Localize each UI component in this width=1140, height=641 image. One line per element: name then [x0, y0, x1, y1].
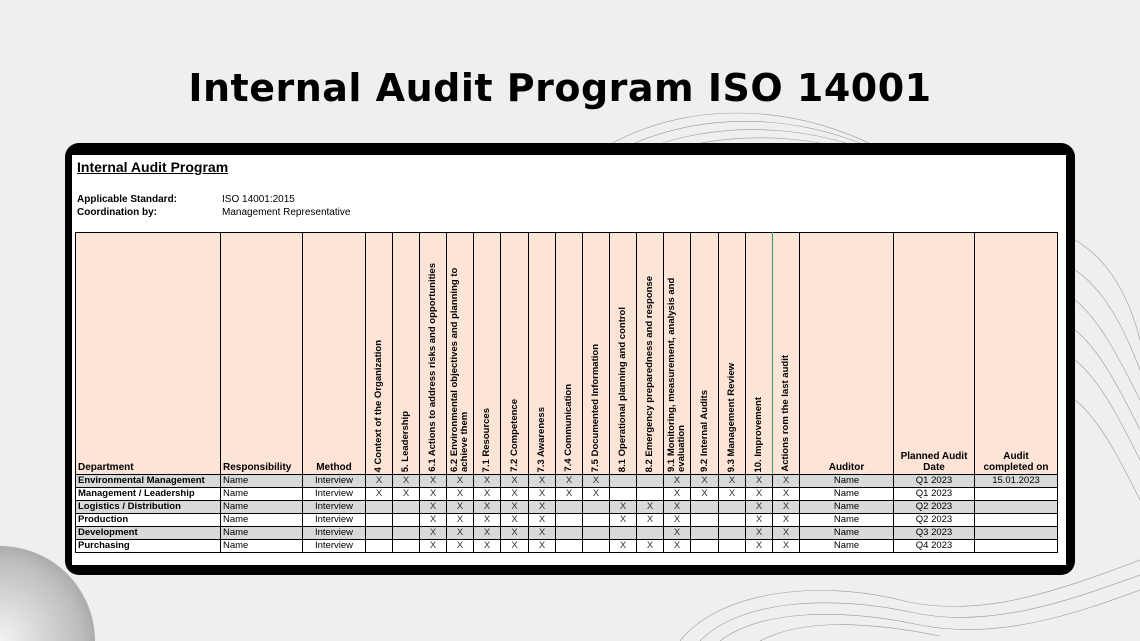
clause-mark-cell[interactable]: X: [366, 475, 393, 488]
clause-mark-cell[interactable]: X: [664, 514, 691, 527]
auditor-cell[interactable]: Name: [800, 475, 894, 488]
clause-mark-cell[interactable]: [556, 527, 583, 540]
responsibility-cell[interactable]: Name: [221, 514, 303, 527]
clause-mark-cell[interactable]: [637, 527, 664, 540]
header-clause-label: Actions rom the last audit: [780, 355, 791, 472]
clause-mark-cell[interactable]: X: [529, 488, 556, 501]
audit-program-table: [75, 232, 1058, 553]
header-clause: [719, 233, 746, 475]
clause-mark-cell[interactable]: [583, 514, 610, 527]
header-clause-label: 7.3 Awareness: [536, 406, 547, 472]
clause-mark-cell[interactable]: [719, 527, 746, 540]
auditor-cell[interactable]: Name: [800, 501, 894, 514]
responsibility-cell[interactable]: Name: [221, 475, 303, 488]
header-audit-completed: Audit completed on: [975, 233, 1058, 475]
sheet-heading: Internal Audit Program: [77, 159, 229, 175]
table-row: [76, 501, 1058, 514]
clause-mark-cell[interactable]: X: [583, 475, 610, 488]
department-cell[interactable]: Purchasing: [76, 540, 221, 553]
method-cell[interactable]: Interview: [303, 514, 366, 527]
clause-mark-cell[interactable]: X: [746, 488, 773, 501]
clause-mark-cell[interactable]: X: [447, 488, 474, 501]
clause-mark-cell[interactable]: [610, 488, 637, 501]
responsibility-cell[interactable]: Name: [221, 540, 303, 553]
clause-mark-cell[interactable]: X: [664, 540, 691, 553]
clause-mark-cell[interactable]: X: [501, 540, 529, 553]
clause-mark-cell[interactable]: X: [610, 540, 637, 553]
clause-mark-cell[interactable]: X: [773, 488, 800, 501]
completed-date-cell[interactable]: [975, 514, 1058, 527]
clause-mark-cell[interactable]: X: [773, 527, 800, 540]
auditor-cell[interactable]: Name: [800, 540, 894, 553]
completed-date-cell[interactable]: 15.01.2023: [975, 475, 1058, 488]
clause-mark-cell[interactable]: [610, 475, 637, 488]
method-cell[interactable]: Interview: [303, 527, 366, 540]
clause-mark-cell[interactable]: [691, 514, 719, 527]
header-clause: [529, 233, 556, 475]
table-row: [76, 527, 1058, 540]
header-clause-label: 6.2 Environmental objectives and planning to achieve them: [449, 267, 470, 472]
clause-mark-cell[interactable]: X: [447, 527, 474, 540]
method-cell[interactable]: Interview: [303, 488, 366, 501]
clause-mark-cell[interactable]: X: [447, 540, 474, 553]
standard-label: Applicable Standard:: [77, 194, 178, 205]
clause-mark-cell[interactable]: [637, 475, 664, 488]
header-clause: [746, 233, 773, 475]
header-method: Method: [303, 233, 366, 475]
header-clause-label: 10. Improvement: [753, 396, 764, 472]
clause-mark-cell[interactable]: [719, 540, 746, 553]
clause-mark-cell[interactable]: X: [474, 501, 501, 514]
clause-mark-cell[interactable]: [393, 501, 420, 514]
clause-mark-cell[interactable]: X: [746, 475, 773, 488]
responsibility-cell[interactable]: Name: [221, 527, 303, 540]
planned-date-cell[interactable]: Q1 2023: [894, 488, 975, 501]
clause-mark-cell[interactable]: X: [447, 475, 474, 488]
clause-mark-cell[interactable]: [691, 540, 719, 553]
clause-mark-cell[interactable]: [366, 501, 393, 514]
auditor-cell[interactable]: Name: [800, 527, 894, 540]
clause-mark-cell[interactable]: X: [447, 514, 474, 527]
header-clause: [366, 233, 393, 475]
spreadsheet: [72, 155, 1066, 565]
clause-mark-cell[interactable]: [556, 514, 583, 527]
clause-mark-cell[interactable]: [366, 527, 393, 540]
header-clause-label: 7.1 Resources: [481, 407, 492, 472]
header-clause: [583, 233, 610, 475]
method-cell[interactable]: Interview: [303, 501, 366, 514]
header-clause-label: 7.5 Documented Information: [590, 343, 601, 472]
header-clause: [556, 233, 583, 475]
clause-mark-cell[interactable]: X: [637, 501, 664, 514]
clause-mark-cell[interactable]: X: [746, 540, 773, 553]
header-clause-label: 9.2 Internal Audits: [698, 390, 710, 472]
clause-mark-cell[interactable]: X: [773, 514, 800, 527]
clause-mark-cell[interactable]: X: [664, 475, 691, 488]
clause-mark-cell[interactable]: X: [691, 475, 719, 488]
header-clause-label: 5. Leadership: [400, 410, 411, 472]
planned-date-cell[interactable]: Q2 2023: [894, 501, 975, 514]
table-row: [76, 488, 1058, 501]
completed-date-cell[interactable]: [975, 540, 1058, 553]
clause-mark-cell[interactable]: X: [474, 527, 501, 540]
clause-mark-cell[interactable]: [583, 501, 610, 514]
clause-mark-cell[interactable]: X: [420, 527, 447, 540]
clause-mark-cell[interactable]: X: [691, 488, 719, 501]
clause-mark-cell[interactable]: X: [366, 488, 393, 501]
clause-mark-cell[interactable]: [637, 488, 664, 501]
clause-mark-cell[interactable]: X: [664, 527, 691, 540]
clause-mark-cell[interactable]: X: [746, 514, 773, 527]
clause-mark-cell[interactable]: [393, 540, 420, 553]
clause-mark-cell[interactable]: X: [529, 514, 556, 527]
header-responsibility: Responsibility: [221, 233, 303, 475]
clause-mark-cell[interactable]: [393, 514, 420, 527]
method-cell[interactable]: Interview: [303, 475, 366, 488]
clause-mark-cell[interactable]: X: [664, 501, 691, 514]
completed-date-cell[interactable]: [975, 501, 1058, 514]
clause-mark-cell[interactable]: [556, 540, 583, 553]
clause-mark-cell[interactable]: X: [420, 501, 447, 514]
completed-date-cell[interactable]: [975, 488, 1058, 501]
clause-mark-cell[interactable]: X: [393, 475, 420, 488]
method-cell[interactable]: Interview: [303, 540, 366, 553]
clause-mark-cell[interactable]: [719, 514, 746, 527]
clause-mark-cell[interactable]: X: [719, 475, 746, 488]
clause-mark-cell[interactable]: X: [501, 501, 529, 514]
clause-mark-cell[interactable]: [366, 514, 393, 527]
clause-mark-cell[interactable]: X: [420, 540, 447, 553]
planned-date-cell[interactable]: Q3 2023: [894, 527, 975, 540]
clause-mark-cell[interactable]: [691, 501, 719, 514]
clause-mark-cell[interactable]: [691, 527, 719, 540]
clause-mark-cell[interactable]: X: [474, 514, 501, 527]
header-clause: [610, 233, 637, 475]
header-clause: [393, 233, 420, 475]
clause-mark-cell[interactable]: [366, 540, 393, 553]
header-clause-label: 6.1 Actions to address risks and opportunities: [427, 263, 438, 472]
clause-mark-cell[interactable]: [583, 527, 610, 540]
clause-mark-cell[interactable]: X: [719, 488, 746, 501]
header-auditor: Auditor: [800, 233, 894, 475]
clause-mark-cell[interactable]: X: [637, 540, 664, 553]
header-clause: [420, 233, 447, 475]
clause-mark-cell[interactable]: X: [664, 488, 691, 501]
header-clause: [447, 233, 474, 475]
coordination-label: Coordination by:: [77, 207, 157, 218]
clause-mark-cell[interactable]: X: [529, 527, 556, 540]
clause-mark-cell[interactable]: X: [420, 475, 447, 488]
clause-mark-cell[interactable]: X: [501, 527, 529, 540]
header-clause-label: 8.2 Emergency preparedness and response: [644, 275, 655, 472]
clause-mark-cell[interactable]: X: [773, 540, 800, 553]
header-clause: [664, 233, 691, 475]
clause-mark-cell[interactable]: X: [556, 488, 583, 501]
clause-mark-cell[interactable]: [583, 540, 610, 553]
header-clause: [501, 233, 529, 475]
table-row: [76, 475, 1058, 488]
header-planned-audit-date: Planned Audit Date: [894, 233, 975, 475]
department-cell[interactable]: Management / Leadership: [76, 488, 221, 501]
responsibility-cell[interactable]: Name: [221, 501, 303, 514]
clause-mark-cell[interactable]: X: [637, 514, 664, 527]
clause-mark-cell[interactable]: X: [447, 501, 474, 514]
clause-mark-cell[interactable]: X: [746, 527, 773, 540]
department-cell[interactable]: Development: [76, 527, 221, 540]
standard-value: ISO 14001:2015: [222, 194, 295, 205]
clause-mark-cell[interactable]: X: [420, 514, 447, 527]
clause-mark-cell[interactable]: X: [474, 488, 501, 501]
table-row: [76, 514, 1058, 527]
clause-mark-cell[interactable]: [610, 527, 637, 540]
header-clause-label: 9.3 Management Review: [726, 362, 737, 472]
header-clause-label: 7.4 Communication: [563, 384, 574, 472]
clause-mark-cell[interactable]: X: [610, 501, 637, 514]
header-clause: [474, 233, 501, 475]
clause-mark-cell[interactable]: X: [501, 488, 529, 501]
department-cell[interactable]: Production: [76, 514, 221, 527]
planned-date-cell[interactable]: Q4 2023: [894, 540, 975, 553]
clause-mark-cell[interactable]: X: [610, 514, 637, 527]
clause-mark-cell[interactable]: X: [529, 501, 556, 514]
header-clause: [773, 233, 800, 475]
clause-mark-cell[interactable]: [556, 501, 583, 514]
responsibility-cell[interactable]: Name: [221, 488, 303, 501]
clause-mark-cell[interactable]: X: [583, 488, 610, 501]
planned-date-cell[interactable]: Q1 2023: [894, 475, 975, 488]
completed-date-cell[interactable]: [975, 527, 1058, 540]
clause-mark-cell[interactable]: X: [501, 514, 529, 527]
auditor-cell[interactable]: Name: [800, 488, 894, 501]
table-row: [76, 540, 1058, 553]
clause-mark-cell[interactable]: X: [746, 501, 773, 514]
header-clause-label: 9.1 Monitoring, measurement, analysis and evaluation: [666, 277, 687, 472]
header-clause: [637, 233, 664, 475]
clause-mark-cell[interactable]: X: [556, 475, 583, 488]
header-clause-label: 7.2 Competence: [508, 399, 520, 472]
clause-mark-cell[interactable]: X: [529, 540, 556, 553]
planned-date-cell[interactable]: Q2 2023: [894, 514, 975, 527]
clause-mark-cell[interactable]: X: [474, 540, 501, 553]
clause-mark-cell[interactable]: X: [773, 475, 800, 488]
header-department: Department: [76, 233, 221, 475]
auditor-cell[interactable]: Name: [800, 514, 894, 527]
header-clause-label: 8.1 Operational planning and control: [617, 306, 628, 472]
clause-mark-cell[interactable]: X: [393, 488, 420, 501]
page-title: Internal Audit Program ISO 14001: [188, 66, 932, 110]
clause-mark-cell[interactable]: [719, 501, 746, 514]
header-clause-label: 4 Context of the Organization: [373, 339, 384, 472]
department-cell[interactable]: Environmental Management: [76, 475, 221, 488]
department-cell[interactable]: Logistics / Distribution: [76, 501, 221, 514]
clause-mark-cell[interactable]: [393, 527, 420, 540]
header-clause: [691, 233, 719, 475]
clause-mark-cell[interactable]: X: [529, 475, 556, 488]
clause-mark-cell[interactable]: X: [474, 475, 501, 488]
clause-mark-cell[interactable]: X: [501, 475, 529, 488]
clause-mark-cell[interactable]: X: [420, 488, 447, 501]
clause-mark-cell[interactable]: X: [773, 501, 800, 514]
coordination-value: Management Representative: [222, 207, 351, 218]
